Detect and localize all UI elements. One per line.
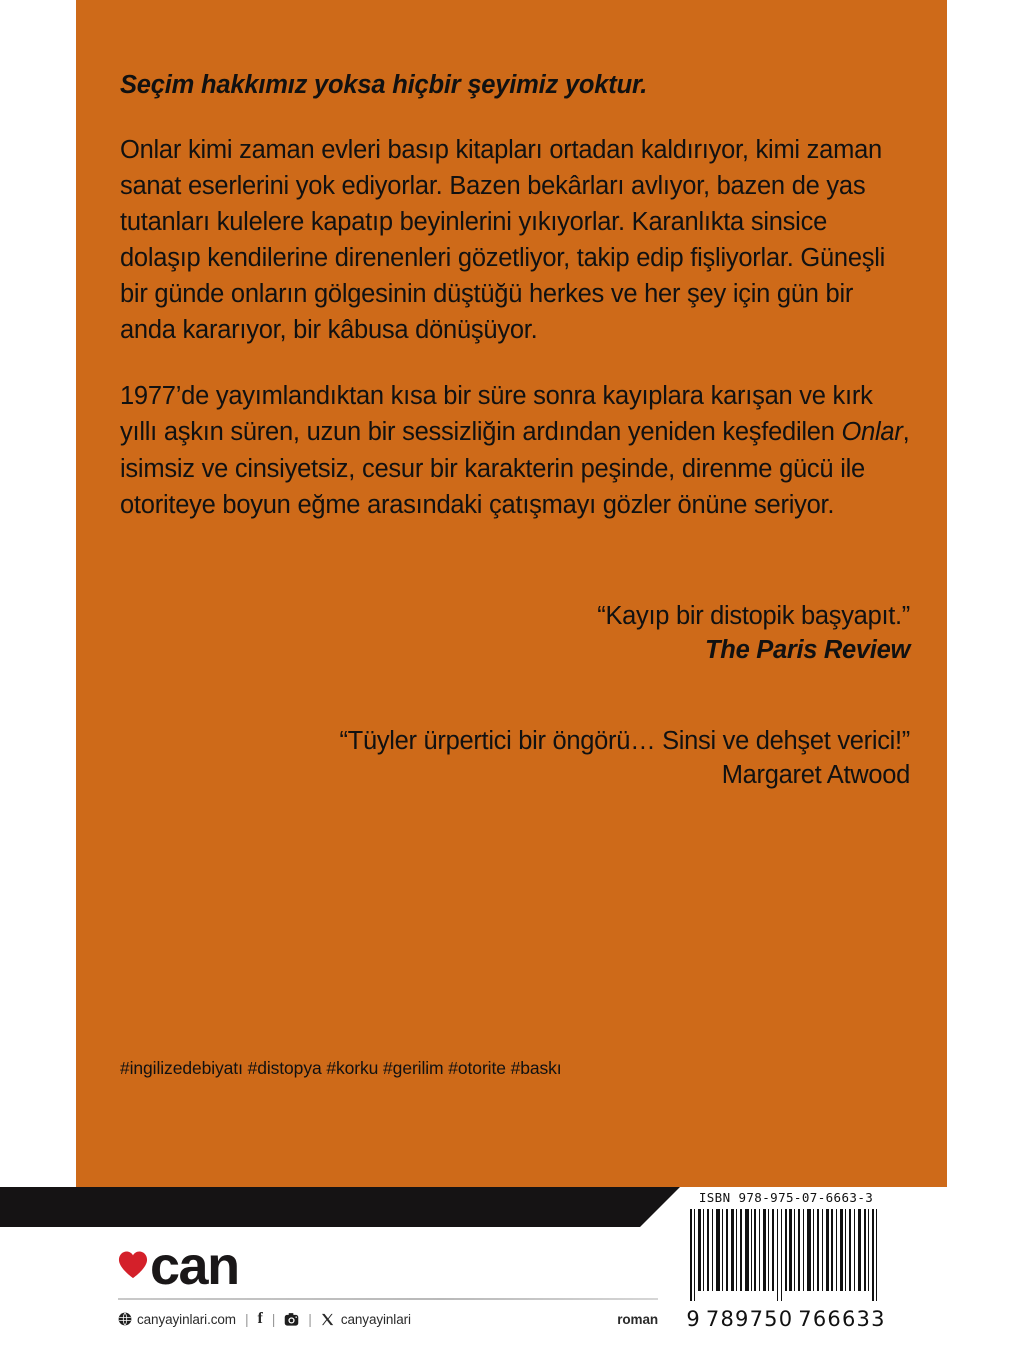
review-quote-source: The Paris Review (705, 635, 910, 664)
review-quote (120, 600, 910, 667)
barcode-digits (686, 1307, 886, 1331)
blurb-area (120, 70, 910, 523)
cover-tagline: Seçim hakkımız yoksa hiçbir şeyimiz yoktur. (120, 71, 648, 99)
black-angled-bar (0, 1187, 680, 1227)
separator: | (244, 1311, 249, 1327)
barcode-block (686, 1190, 886, 1331)
review-quotes (120, 600, 910, 793)
barcode-digit-group-1: 789750 (705, 1307, 794, 1331)
barcode-digit-lead: 9 (686, 1307, 701, 1331)
separator: | (308, 1311, 312, 1327)
globe-icon (118, 1312, 132, 1326)
paragraph-2-after: , isimsiz ve cinsiyetsiz, cesur bir karakterin peşinde, direnme gücü ile otoriteye boyun eğme arasındaki çatışmayı gözler önüne seriyor. (120, 418, 910, 519)
footer-divider (118, 1298, 658, 1300)
review-quote-source: Margaret Atwood (721, 760, 910, 789)
instagram-icon[interactable] (284, 1312, 299, 1327)
barcode-bars (688, 1209, 884, 1301)
social-links (118, 1310, 411, 1328)
review-quote-text: “Tüyler ürpertici bir öngörü… Sinsi ve dehşet verici!” (339, 727, 910, 756)
isbn-text: ISBN 978-975-07-6663-3 (698, 1190, 874, 1205)
footer-meta-row (118, 1310, 658, 1328)
review-quote (120, 725, 910, 792)
cover-orange-panel (76, 0, 947, 1187)
cover-paragraph-1: Onlar kimi zaman evleri basıp kitapları ortadan kaldırıyor, kimi zaman sanat eserlerini yok ediyorlar. Bazen bekârları avlıyor, bazen de yas tutanları kulelere kapatıp beyinlerini yıkıyorlar. Karanlıkta sinsice dolaşıp kendilerine direnenleri gözetliyor, takip edip fişliyorlar. Güneşli bir günde onların gölgesinin düştüğü herkes ve her şey için gün bir anda kararıyor, bir kâbusa dönüşüyor. (120, 135, 886, 345)
social-handle[interactable]: canyayinlari (340, 1311, 411, 1327)
cover-paragraph-2 (120, 378, 910, 522)
genre-label: roman (617, 1311, 658, 1327)
review-quote-text: “Kayıp bir distopik başyapıt.” (597, 602, 910, 630)
publisher-name: can (150, 1235, 239, 1296)
book-title-italic: Onlar (841, 418, 903, 447)
website-url[interactable]: canyayinlari.com (137, 1311, 236, 1327)
separator: | (271, 1311, 276, 1327)
x-twitter-icon[interactable] (321, 1313, 334, 1326)
heart-icon (118, 1250, 148, 1280)
hashtag-line: #ingilizedebiyatı #distopya #korku #gerilim #otorite #baskı (120, 1058, 562, 1078)
facebook-icon[interactable]: f (257, 1310, 263, 1327)
publisher-footer (118, 1232, 658, 1328)
paragraph-2-before: 1977’de yayımlandıktan kısa bir süre sonra kayıplara karışan ve kırk yıllı aşkın süren, uzun bir sessizliğin ardından yeniden keşfedilen (120, 382, 873, 447)
barcode-digit-group-2: 766633 (798, 1307, 886, 1331)
publisher-logo (118, 1232, 658, 1296)
